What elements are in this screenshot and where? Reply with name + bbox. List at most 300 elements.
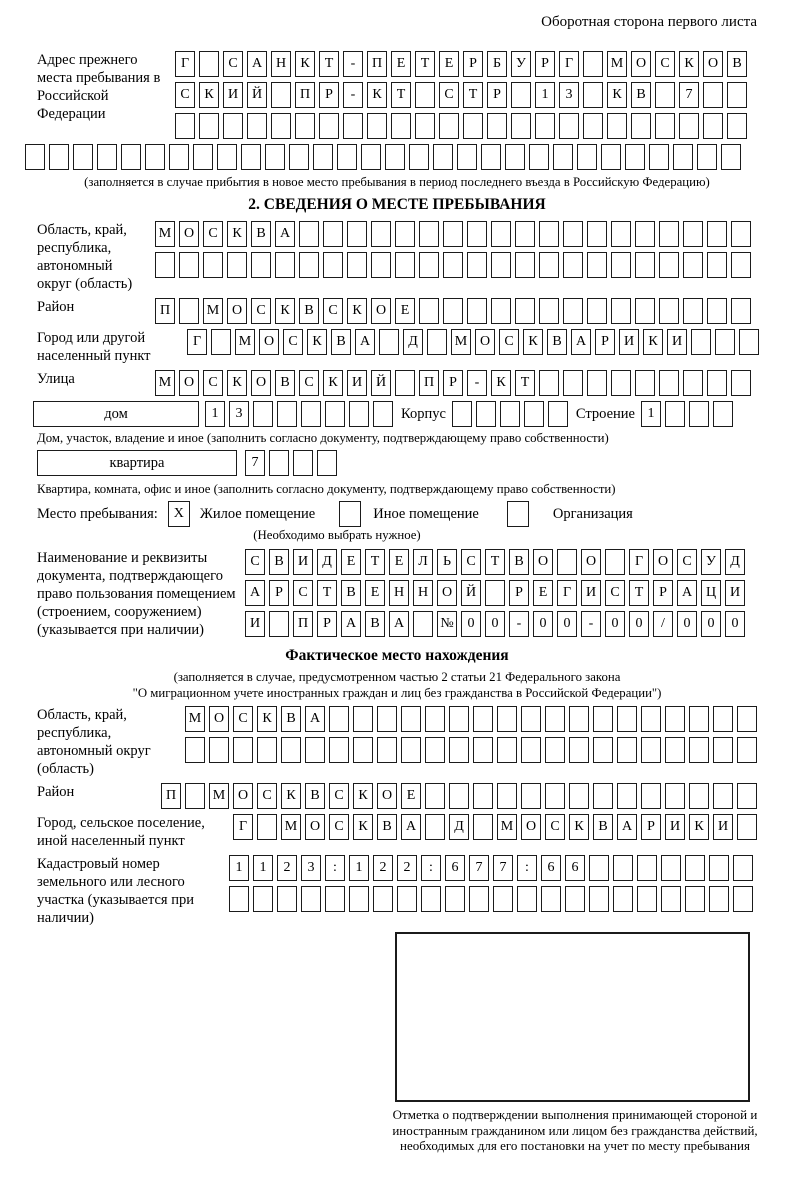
char-cell[interactable]: [739, 329, 759, 355]
char-cell[interactable]: [733, 886, 753, 912]
char-cell[interactable]: В: [631, 82, 651, 108]
char-cell[interactable]: [253, 401, 273, 427]
char-cell[interactable]: [617, 783, 637, 809]
char-cell[interactable]: В: [275, 370, 295, 396]
char-cell[interactable]: Т: [391, 82, 411, 108]
char-cell[interactable]: Т: [317, 580, 337, 606]
char-cell[interactable]: [611, 298, 631, 324]
char-cell[interactable]: 2: [277, 855, 297, 881]
char-cell[interactable]: [641, 706, 661, 732]
char-cell[interactable]: [223, 113, 243, 139]
char-cell[interactable]: [401, 706, 421, 732]
char-cell[interactable]: П: [161, 783, 181, 809]
char-cell[interactable]: Ц: [701, 580, 721, 606]
char-cell[interactable]: [289, 144, 309, 170]
char-cell[interactable]: [689, 706, 709, 732]
char-cell[interactable]: 3: [559, 82, 579, 108]
char-cell[interactable]: А: [341, 611, 361, 637]
char-cell[interactable]: 1: [205, 401, 225, 427]
char-cell[interactable]: [449, 783, 469, 809]
char-cell[interactable]: [257, 737, 277, 763]
char-cell[interactable]: [491, 298, 511, 324]
char-cell[interactable]: О: [179, 221, 199, 247]
char-cell[interactable]: Н: [413, 580, 433, 606]
char-cell[interactable]: [713, 737, 733, 763]
char-cell[interactable]: Р: [463, 51, 483, 77]
char-cell[interactable]: [583, 113, 603, 139]
char-cell[interactable]: И: [665, 814, 685, 840]
char-cell[interactable]: [565, 886, 585, 912]
char-cell[interactable]: [473, 706, 493, 732]
char-cell[interactable]: С: [461, 549, 481, 575]
char-cell[interactable]: [179, 298, 199, 324]
char-cell[interactable]: [251, 252, 271, 278]
char-cell[interactable]: [655, 82, 675, 108]
char-cell[interactable]: [607, 113, 627, 139]
char-cell[interactable]: О: [703, 51, 723, 77]
char-cell[interactable]: [659, 221, 679, 247]
char-cell[interactable]: И: [223, 82, 243, 108]
char-cell[interactable]: В: [593, 814, 613, 840]
char-cell[interactable]: [227, 252, 247, 278]
char-cell[interactable]: [685, 855, 705, 881]
char-cell[interactable]: А: [305, 706, 325, 732]
char-cell[interactable]: В: [341, 580, 361, 606]
char-cell[interactable]: [269, 450, 289, 476]
char-cell[interactable]: К: [275, 298, 295, 324]
char-cell[interactable]: [317, 450, 337, 476]
char-cell[interactable]: [145, 144, 165, 170]
char-cell[interactable]: [269, 611, 289, 637]
char-cell[interactable]: [587, 221, 607, 247]
char-cell[interactable]: [521, 783, 541, 809]
char-cell[interactable]: С: [439, 82, 459, 108]
char-cell[interactable]: С: [605, 580, 625, 606]
char-cell[interactable]: [337, 144, 357, 170]
char-cell[interactable]: С: [203, 370, 223, 396]
char-cell[interactable]: [377, 706, 397, 732]
char-cell[interactable]: О: [377, 783, 397, 809]
char-cell[interactable]: [631, 113, 651, 139]
char-cell[interactable]: [635, 370, 655, 396]
char-cell[interactable]: [233, 737, 253, 763]
char-cell[interactable]: [505, 144, 525, 170]
char-cell[interactable]: [395, 252, 415, 278]
char-cell[interactable]: Е: [341, 549, 361, 575]
char-cell[interactable]: Е: [391, 51, 411, 77]
char-cell[interactable]: [452, 401, 472, 427]
char-cell[interactable]: [589, 886, 609, 912]
char-cell[interactable]: [545, 783, 565, 809]
char-cell[interactable]: [713, 706, 733, 732]
char-cell[interactable]: [539, 252, 559, 278]
char-cell[interactable]: [271, 113, 291, 139]
char-cell[interactable]: Т: [365, 549, 385, 575]
char-cell[interactable]: [524, 401, 544, 427]
char-cell[interactable]: [635, 252, 655, 278]
char-cell[interactable]: [415, 113, 435, 139]
char-cell[interactable]: Р: [535, 51, 555, 77]
char-cell[interactable]: [713, 401, 733, 427]
char-cell[interactable]: [617, 737, 637, 763]
char-cell[interactable]: [277, 886, 297, 912]
char-cell[interactable]: [601, 144, 621, 170]
char-cell[interactable]: [731, 252, 751, 278]
char-cell[interactable]: К: [295, 51, 315, 77]
char-cell[interactable]: [625, 144, 645, 170]
char-cell[interactable]: [521, 737, 541, 763]
char-cell[interactable]: [281, 737, 301, 763]
char-cell[interactable]: [185, 737, 205, 763]
char-cell[interactable]: У: [511, 51, 531, 77]
char-cell[interactable]: М: [497, 814, 517, 840]
char-cell[interactable]: А: [275, 221, 295, 247]
char-cell[interactable]: [425, 706, 445, 732]
char-cell[interactable]: [563, 298, 583, 324]
char-cell[interactable]: [689, 737, 709, 763]
char-cell[interactable]: Г: [175, 51, 195, 77]
char-cell[interactable]: [449, 706, 469, 732]
char-cell[interactable]: [443, 221, 463, 247]
char-cell[interactable]: [419, 221, 439, 247]
char-cell[interactable]: [209, 737, 229, 763]
char-cell[interactable]: О: [305, 814, 325, 840]
char-cell[interactable]: В: [331, 329, 351, 355]
char-cell[interactable]: [367, 113, 387, 139]
char-cell[interactable]: П: [367, 51, 387, 77]
char-cell[interactable]: [521, 706, 541, 732]
char-cell[interactable]: [305, 737, 325, 763]
char-cell[interactable]: С: [329, 783, 349, 809]
char-cell[interactable]: [563, 221, 583, 247]
char-cell[interactable]: [515, 252, 535, 278]
char-cell[interactable]: [655, 113, 675, 139]
char-cell[interactable]: [427, 329, 447, 355]
char-cell[interactable]: Г: [629, 549, 649, 575]
char-cell[interactable]: [121, 144, 141, 170]
char-cell[interactable]: К: [523, 329, 543, 355]
char-cell[interactable]: [553, 144, 573, 170]
char-cell[interactable]: [709, 886, 729, 912]
char-cell[interactable]: [583, 51, 603, 77]
char-cell[interactable]: [229, 886, 249, 912]
char-cell[interactable]: К: [199, 82, 219, 108]
char-cell[interactable]: С: [283, 329, 303, 355]
char-cell[interactable]: 0: [629, 611, 649, 637]
char-cell[interactable]: 3: [229, 401, 249, 427]
char-cell[interactable]: К: [353, 814, 373, 840]
char-cell[interactable]: [295, 113, 315, 139]
char-cell[interactable]: В: [251, 221, 271, 247]
char-cell[interactable]: О: [653, 549, 673, 575]
char-cell[interactable]: В: [509, 549, 529, 575]
char-cell[interactable]: [727, 82, 747, 108]
char-cell[interactable]: [635, 298, 655, 324]
char-cell[interactable]: [467, 221, 487, 247]
char-cell[interactable]: О: [209, 706, 229, 732]
char-cell[interactable]: [703, 113, 723, 139]
char-cell[interactable]: [707, 252, 727, 278]
char-cell[interactable]: Р: [487, 82, 507, 108]
char-cell[interactable]: [721, 144, 741, 170]
char-cell[interactable]: А: [247, 51, 267, 77]
char-cell[interactable]: К: [353, 783, 373, 809]
char-cell[interactable]: [421, 886, 441, 912]
char-cell[interactable]: [395, 370, 415, 396]
stay-type-checkbox-other-premises[interactable]: [339, 501, 361, 527]
stay-type-checkbox-residential[interactable]: X: [168, 501, 190, 527]
char-cell[interactable]: [353, 737, 373, 763]
char-cell[interactable]: О: [251, 370, 271, 396]
char-cell[interactable]: [683, 252, 703, 278]
char-cell[interactable]: [685, 886, 705, 912]
char-cell[interactable]: [689, 401, 709, 427]
char-cell[interactable]: [587, 252, 607, 278]
char-cell[interactable]: К: [491, 370, 511, 396]
char-cell[interactable]: [445, 886, 465, 912]
char-cell[interactable]: В: [305, 783, 325, 809]
char-cell[interactable]: 6: [541, 855, 561, 881]
char-cell[interactable]: Г: [233, 814, 253, 840]
char-cell[interactable]: К: [227, 221, 247, 247]
char-cell[interactable]: [563, 252, 583, 278]
stay-type-checkbox-organization[interactable]: [507, 501, 529, 527]
char-cell[interactable]: [715, 329, 735, 355]
char-cell[interactable]: [377, 737, 397, 763]
char-cell[interactable]: [548, 401, 568, 427]
char-cell[interactable]: [439, 113, 459, 139]
char-cell[interactable]: [529, 144, 549, 170]
char-cell[interactable]: П: [295, 82, 315, 108]
char-cell[interactable]: [419, 298, 439, 324]
char-cell[interactable]: 7: [469, 855, 489, 881]
char-cell[interactable]: [73, 144, 93, 170]
char-cell[interactable]: [193, 144, 213, 170]
char-cell[interactable]: -: [343, 82, 363, 108]
char-cell[interactable]: [97, 144, 117, 170]
char-cell[interactable]: [49, 144, 69, 170]
char-cell[interactable]: [275, 252, 295, 278]
char-cell[interactable]: [241, 144, 261, 170]
char-cell[interactable]: С: [545, 814, 565, 840]
char-cell[interactable]: [535, 113, 555, 139]
char-cell[interactable]: Т: [515, 370, 535, 396]
char-cell[interactable]: С: [175, 82, 195, 108]
char-cell[interactable]: [611, 370, 631, 396]
char-cell[interactable]: Т: [415, 51, 435, 77]
char-cell[interactable]: [371, 252, 391, 278]
char-cell[interactable]: 0: [605, 611, 625, 637]
char-cell[interactable]: [323, 221, 343, 247]
char-cell[interactable]: Д: [725, 549, 745, 575]
char-cell[interactable]: [497, 783, 517, 809]
char-cell[interactable]: [277, 401, 297, 427]
char-cell[interactable]: Р: [595, 329, 615, 355]
char-cell[interactable]: [433, 144, 453, 170]
char-cell[interactable]: [469, 886, 489, 912]
char-cell[interactable]: [323, 252, 343, 278]
char-cell[interactable]: С: [499, 329, 519, 355]
char-cell[interactable]: [385, 144, 405, 170]
char-cell[interactable]: [737, 706, 757, 732]
char-cell[interactable]: М: [451, 329, 471, 355]
char-cell[interactable]: [545, 706, 565, 732]
char-cell[interactable]: [641, 737, 661, 763]
char-cell[interactable]: М: [281, 814, 301, 840]
char-cell[interactable]: К: [643, 329, 663, 355]
char-cell[interactable]: А: [389, 611, 409, 637]
char-cell[interactable]: [349, 886, 369, 912]
char-cell[interactable]: [457, 144, 477, 170]
char-cell[interactable]: [733, 855, 753, 881]
char-cell[interactable]: И: [293, 549, 313, 575]
char-cell[interactable]: [199, 51, 219, 77]
char-cell[interactable]: [425, 783, 445, 809]
char-cell[interactable]: [613, 886, 633, 912]
char-cell[interactable]: [497, 737, 517, 763]
char-cell[interactable]: [343, 113, 363, 139]
char-cell[interactable]: 0: [677, 611, 697, 637]
char-cell[interactable]: А: [677, 580, 697, 606]
char-cell[interactable]: Й: [461, 580, 481, 606]
char-cell[interactable]: С: [323, 298, 343, 324]
char-cell[interactable]: И: [581, 580, 601, 606]
char-cell[interactable]: [683, 221, 703, 247]
char-cell[interactable]: М: [203, 298, 223, 324]
char-cell[interactable]: [665, 783, 685, 809]
char-cell[interactable]: [467, 298, 487, 324]
char-cell[interactable]: К: [323, 370, 343, 396]
char-cell[interactable]: 1: [253, 855, 273, 881]
char-cell[interactable]: [25, 144, 45, 170]
char-cell[interactable]: -: [467, 370, 487, 396]
char-cell[interactable]: О: [631, 51, 651, 77]
char-cell[interactable]: К: [227, 370, 247, 396]
char-cell[interactable]: [679, 113, 699, 139]
char-cell[interactable]: [493, 886, 513, 912]
char-cell[interactable]: И: [347, 370, 367, 396]
char-cell[interactable]: [541, 886, 561, 912]
char-cell[interactable]: [347, 221, 367, 247]
char-cell[interactable]: [617, 706, 637, 732]
char-cell[interactable]: [301, 886, 321, 912]
char-cell[interactable]: [661, 886, 681, 912]
char-cell[interactable]: [707, 298, 727, 324]
char-cell[interactable]: [257, 814, 277, 840]
char-cell[interactable]: С: [655, 51, 675, 77]
char-cell[interactable]: [731, 370, 751, 396]
char-cell[interactable]: [443, 252, 463, 278]
char-cell[interactable]: [613, 855, 633, 881]
char-cell[interactable]: В: [727, 51, 747, 77]
char-cell[interactable]: Р: [443, 370, 463, 396]
char-cell[interactable]: К: [307, 329, 327, 355]
char-cell[interactable]: [659, 298, 679, 324]
char-cell[interactable]: К: [569, 814, 589, 840]
char-cell[interactable]: [659, 252, 679, 278]
char-cell[interactable]: 6: [565, 855, 585, 881]
char-cell[interactable]: [673, 144, 693, 170]
char-cell[interactable]: [253, 886, 273, 912]
char-cell[interactable]: [703, 82, 723, 108]
char-cell[interactable]: Й: [247, 82, 267, 108]
char-cell[interactable]: 2: [373, 855, 393, 881]
char-cell[interactable]: О: [437, 580, 457, 606]
char-cell[interactable]: М: [209, 783, 229, 809]
char-cell[interactable]: [587, 298, 607, 324]
char-cell[interactable]: А: [355, 329, 375, 355]
char-cell[interactable]: А: [401, 814, 421, 840]
char-cell[interactable]: [425, 814, 445, 840]
char-cell[interactable]: [637, 886, 657, 912]
char-cell[interactable]: О: [227, 298, 247, 324]
char-cell[interactable]: [691, 329, 711, 355]
char-cell[interactable]: [476, 401, 496, 427]
char-cell[interactable]: [325, 886, 345, 912]
char-cell[interactable]: С: [245, 549, 265, 575]
char-cell[interactable]: Т: [485, 549, 505, 575]
char-cell[interactable]: П: [155, 298, 175, 324]
char-cell[interactable]: Т: [629, 580, 649, 606]
char-cell[interactable]: [175, 113, 195, 139]
char-cell[interactable]: [593, 706, 613, 732]
char-cell[interactable]: -: [581, 611, 601, 637]
char-cell[interactable]: [539, 221, 559, 247]
char-cell[interactable]: И: [245, 611, 265, 637]
char-cell[interactable]: [515, 298, 535, 324]
char-cell[interactable]: М: [185, 706, 205, 732]
char-cell[interactable]: К: [689, 814, 709, 840]
char-cell[interactable]: [425, 737, 445, 763]
char-cell[interactable]: [545, 737, 565, 763]
char-cell[interactable]: [349, 401, 369, 427]
char-cell[interactable]: [391, 113, 411, 139]
char-cell[interactable]: С: [251, 298, 271, 324]
char-cell[interactable]: [299, 221, 319, 247]
char-cell[interactable]: К: [281, 783, 301, 809]
char-cell[interactable]: 7: [493, 855, 513, 881]
char-cell[interactable]: [347, 252, 367, 278]
char-cell[interactable]: [313, 144, 333, 170]
char-cell[interactable]: [361, 144, 381, 170]
char-cell[interactable]: [587, 370, 607, 396]
char-cell[interactable]: [611, 252, 631, 278]
char-cell[interactable]: И: [667, 329, 687, 355]
char-cell[interactable]: Б: [487, 51, 507, 77]
char-cell[interactable]: 0: [533, 611, 553, 637]
char-cell[interactable]: А: [571, 329, 591, 355]
char-cell[interactable]: К: [607, 82, 627, 108]
char-cell[interactable]: С: [299, 370, 319, 396]
char-cell[interactable]: [569, 706, 589, 732]
char-cell[interactable]: [713, 783, 733, 809]
char-cell[interactable]: О: [521, 814, 541, 840]
char-cell[interactable]: [593, 783, 613, 809]
char-cell[interactable]: С: [677, 549, 697, 575]
char-cell[interactable]: С: [329, 814, 349, 840]
char-cell[interactable]: Р: [319, 82, 339, 108]
char-cell[interactable]: В: [299, 298, 319, 324]
char-cell[interactable]: [473, 737, 493, 763]
char-cell[interactable]: Л: [413, 549, 433, 575]
char-cell[interactable]: [401, 737, 421, 763]
char-cell[interactable]: [709, 855, 729, 881]
char-cell[interactable]: [169, 144, 189, 170]
char-cell[interactable]: [199, 113, 219, 139]
char-cell[interactable]: №: [437, 611, 457, 637]
char-cell[interactable]: [611, 221, 631, 247]
char-cell[interactable]: [301, 401, 321, 427]
